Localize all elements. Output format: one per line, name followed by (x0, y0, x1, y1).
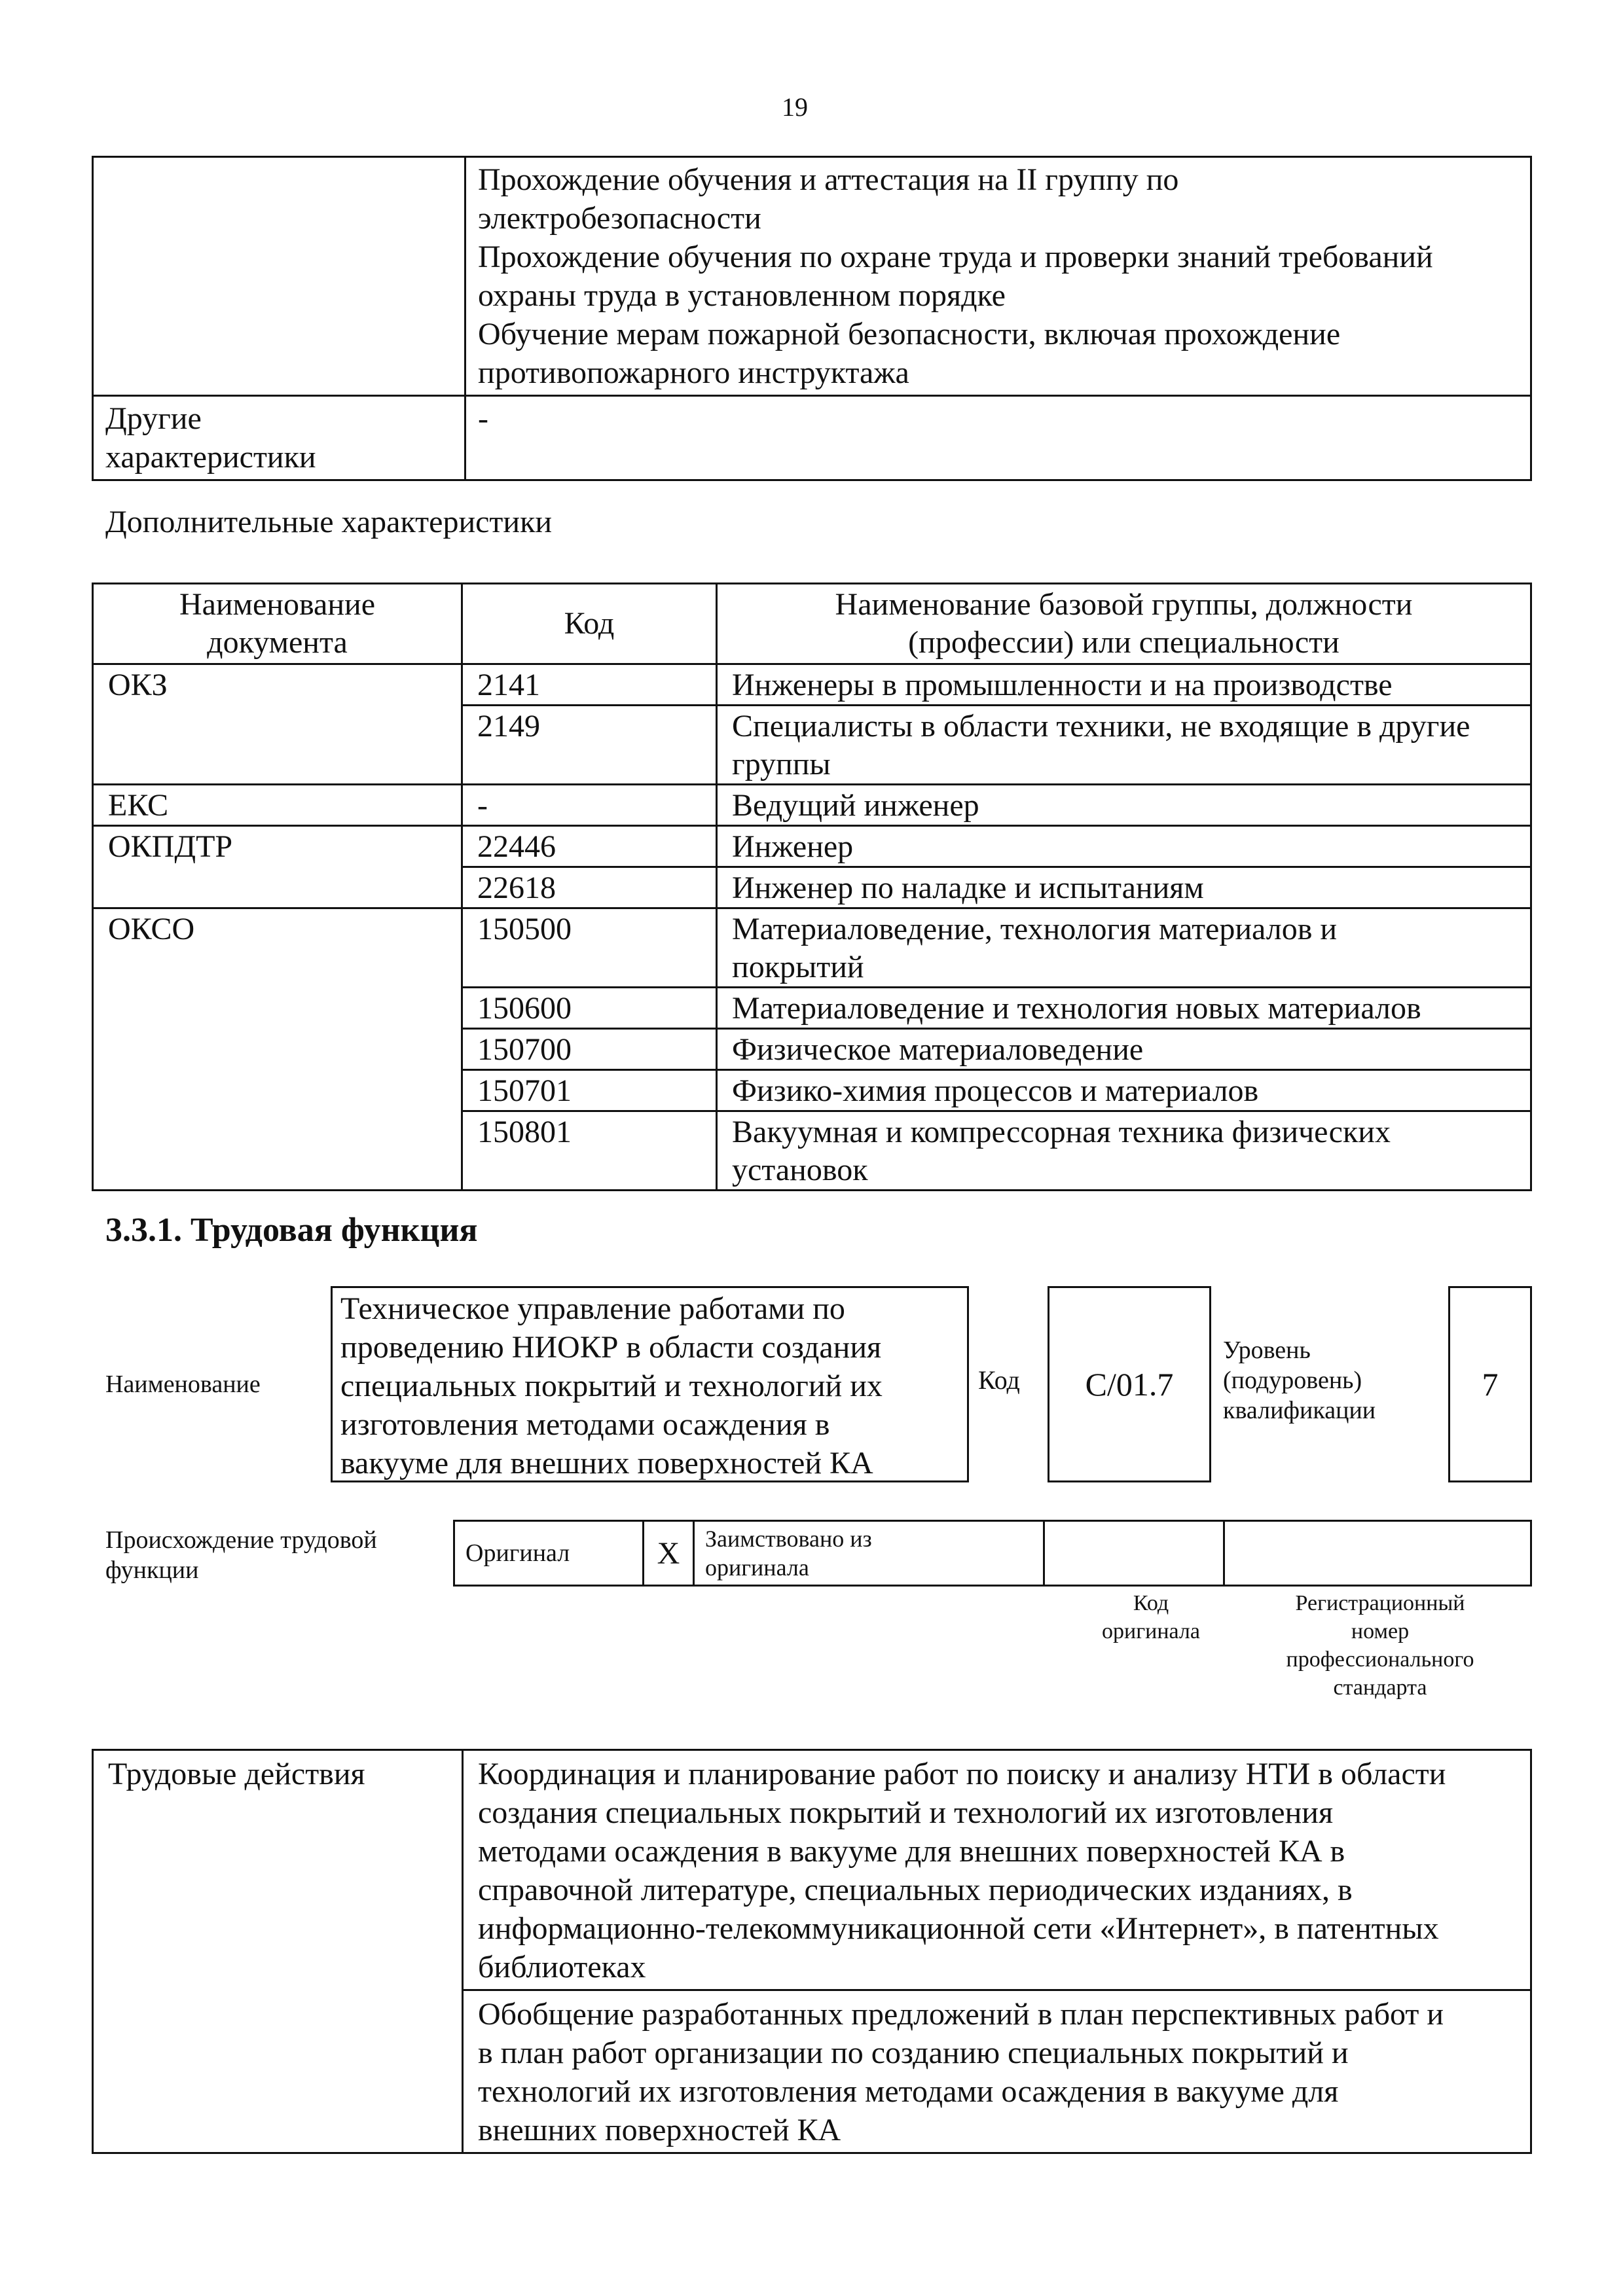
origin-label-line: Происхождение трудовой (105, 1526, 377, 1554)
original-code-cell (1044, 1521, 1224, 1586)
name-cell (717, 988, 1531, 1029)
cell-line: электробезопасности (478, 201, 761, 236)
other-characteristics-value (465, 396, 1531, 480)
function-name-line: вакууме для внешних поверхностей КА (340, 1446, 873, 1480)
cell-line: Прохождение обучения и аттестация на II группу по (478, 162, 1179, 197)
header-line: (профессии) или специальности (908, 625, 1340, 660)
level-label-line: Уровень (1223, 1336, 1311, 1364)
caption-line: профессионального (1286, 1647, 1474, 1672)
code-cell: 150700 (462, 1029, 717, 1070)
labor-action-line: создания специальных покрытий и технологий их изготовления (478, 1795, 1334, 1830)
caption-line: номер (1351, 1619, 1410, 1643)
labor-action-line: справочной литературе, специальных периодических изданиях, в (478, 1873, 1353, 1907)
function-name-line: специальных покрытий и технологий их (340, 1369, 883, 1403)
labor-action-line: методами осаждения в вакууме для внешних поверхностей КА в (478, 1834, 1345, 1869)
doc-cell: ОКПДТР (93, 826, 462, 908)
labor-action-line: информационно-телекоммуникационной сети «Интернет», в патентных (478, 1911, 1439, 1946)
original-mark: X (644, 1521, 694, 1586)
code-cell: 22618 (462, 867, 717, 908)
level-label (1223, 1335, 1376, 1426)
doc-cell: ОКСО (93, 908, 462, 1191)
name-line: Вакуумная и компрессорная техника физических (732, 1115, 1391, 1149)
name-cell (717, 908, 1531, 988)
name-line: Специалисты в области техники, не входящие в другие (732, 709, 1470, 744)
code-cell: 2149 (462, 706, 717, 785)
labor-actions-table (92, 1749, 1532, 2154)
level-box (1448, 1286, 1532, 1482)
code-cell: 150801 (462, 1111, 717, 1191)
name-line: Ведущий инженер (732, 788, 979, 823)
labor-action-line: Координация и планирование работ по поиску и анализу НТИ в области (478, 1757, 1446, 1791)
name-label: Наименование (105, 1371, 261, 1398)
caption-line: Регистрационный (1295, 1591, 1465, 1615)
cell-line: - (478, 401, 488, 436)
name-line: Физико-химия процессов и материалов (732, 1073, 1259, 1108)
name-cell (717, 826, 1531, 867)
function-code-box (1048, 1286, 1211, 1482)
level-label-line: (подуровень) (1223, 1367, 1362, 1394)
name-cell (717, 1111, 1531, 1191)
other-characteristics-label (93, 396, 465, 480)
table-row (93, 157, 1531, 396)
name-line: группы (732, 747, 831, 781)
labor-action-cell (463, 1750, 1531, 1990)
name-cell (717, 664, 1531, 706)
caption-line: Код (1133, 1591, 1169, 1615)
table-row (93, 664, 1531, 706)
code-label: Код (978, 1365, 1020, 1395)
header-line: Наименование базовой группы, должности (835, 587, 1413, 622)
function-code-value: C/01.7 (1085, 1366, 1174, 1403)
header-doc (93, 584, 462, 664)
table-row (93, 1750, 1531, 1990)
page-number: 19 (782, 92, 808, 122)
doc-cell: ОКЗ (93, 664, 462, 785)
name-line: покрытий (732, 950, 864, 984)
code-cell: 150701 (462, 1070, 717, 1111)
labor-actions-body (93, 1750, 1531, 2153)
doc-cell: ЕКС (93, 785, 462, 826)
name-line: Материаловедение, технология материалов и (732, 912, 1338, 946)
borrowed-line: Заимствовано из (705, 1526, 872, 1552)
function-name-line: проведению НИОКР в области создания (340, 1330, 882, 1365)
section-title: 3.3.1. Трудовая функция (105, 1211, 478, 1249)
registration-number-caption (1243, 1589, 1518, 1702)
origin-label-line: функции (105, 1556, 199, 1584)
labor-action-cell (463, 1990, 1531, 2153)
labor-action-line: библиотеках (478, 1950, 646, 1984)
header-name (717, 584, 1531, 664)
table-row (93, 826, 1531, 867)
level-value: 7 (1482, 1366, 1499, 1403)
requirements-table (92, 156, 1532, 481)
name-line: Инженер (732, 829, 854, 864)
function-name-line: Техническое управление работами по (340, 1291, 845, 1326)
additional-characteristics-table (92, 583, 1532, 1191)
table-header-row (93, 584, 1531, 664)
origin-label (105, 1525, 377, 1585)
function-name-line: изготовления методами осаждения в (340, 1407, 830, 1442)
header-line: документа (207, 625, 348, 660)
cell-line: Прохождение обучения по охране труда и проверки знаний требований (478, 240, 1433, 274)
code-cell: 150600 (462, 988, 717, 1029)
labor-action-line: технологий их изготовления методами осаждения в вакууме для (478, 2074, 1339, 2109)
additional-table-body (93, 664, 1531, 1191)
name-cell (717, 1070, 1531, 1111)
header-line: Наименование (179, 587, 376, 622)
header-code: Код (462, 584, 717, 664)
name-cell (717, 706, 1531, 785)
table-row (454, 1521, 1531, 1586)
table-row (93, 908, 1531, 988)
origin-table (453, 1520, 1532, 1587)
additional-characteristics-title: Дополнительные характеристики (105, 505, 553, 539)
borrowed-cell (694, 1521, 1044, 1586)
code-cell: 22446 (462, 826, 717, 867)
code-cell: 2141 (462, 664, 717, 706)
code-cell: - (462, 785, 717, 826)
table-row (93, 396, 1531, 480)
level-label-line: квалификации (1223, 1397, 1376, 1424)
labor-action-line: внешних поверхностей КА (478, 2113, 841, 2147)
registration-number-cell (1224, 1521, 1531, 1586)
name-cell (717, 1029, 1531, 1070)
cell-line: охраны труда в установленном порядке (478, 278, 1006, 313)
labor-actions-label: Трудовые действия (93, 1750, 463, 2153)
labor-action-line: в план работ организации по созданию специальных покрытий и (478, 2036, 1349, 2070)
requirements-value-cell (465, 157, 1531, 396)
code-cell: 150500 (462, 908, 717, 988)
caption-line: оригинала (1102, 1619, 1200, 1643)
table-row (93, 785, 1531, 826)
function-name-box (331, 1286, 969, 1482)
cell-line: характеристики (105, 440, 316, 475)
original-cell: Оригинал (454, 1521, 644, 1586)
name-line: установок (732, 1153, 868, 1187)
requirements-label-cell (93, 157, 465, 396)
name-line: Физическое материаловедение (732, 1032, 1144, 1067)
name-cell (717, 867, 1531, 908)
name-cell (717, 785, 1531, 826)
name-line: Инженер по наладке и испытаниям (732, 870, 1204, 905)
cell-line: противопожарного инструктажа (478, 355, 909, 390)
cell-line: Другие (105, 401, 202, 436)
cell-line: Обучение мерам пожарной безопасности, включая прохождение (478, 317, 1341, 351)
labor-action-line: Обобщение разработанных предложений в план перспективных работ и (478, 1997, 1444, 2032)
name-line: Материаловедение и технология новых материалов (732, 991, 1421, 1026)
original-code-caption (1053, 1589, 1249, 1645)
borrowed-line: оригинала (705, 1554, 809, 1581)
caption-line: стандарта (1333, 1676, 1427, 1700)
name-line: Инженеры в промышленности и на производстве (732, 668, 1393, 702)
